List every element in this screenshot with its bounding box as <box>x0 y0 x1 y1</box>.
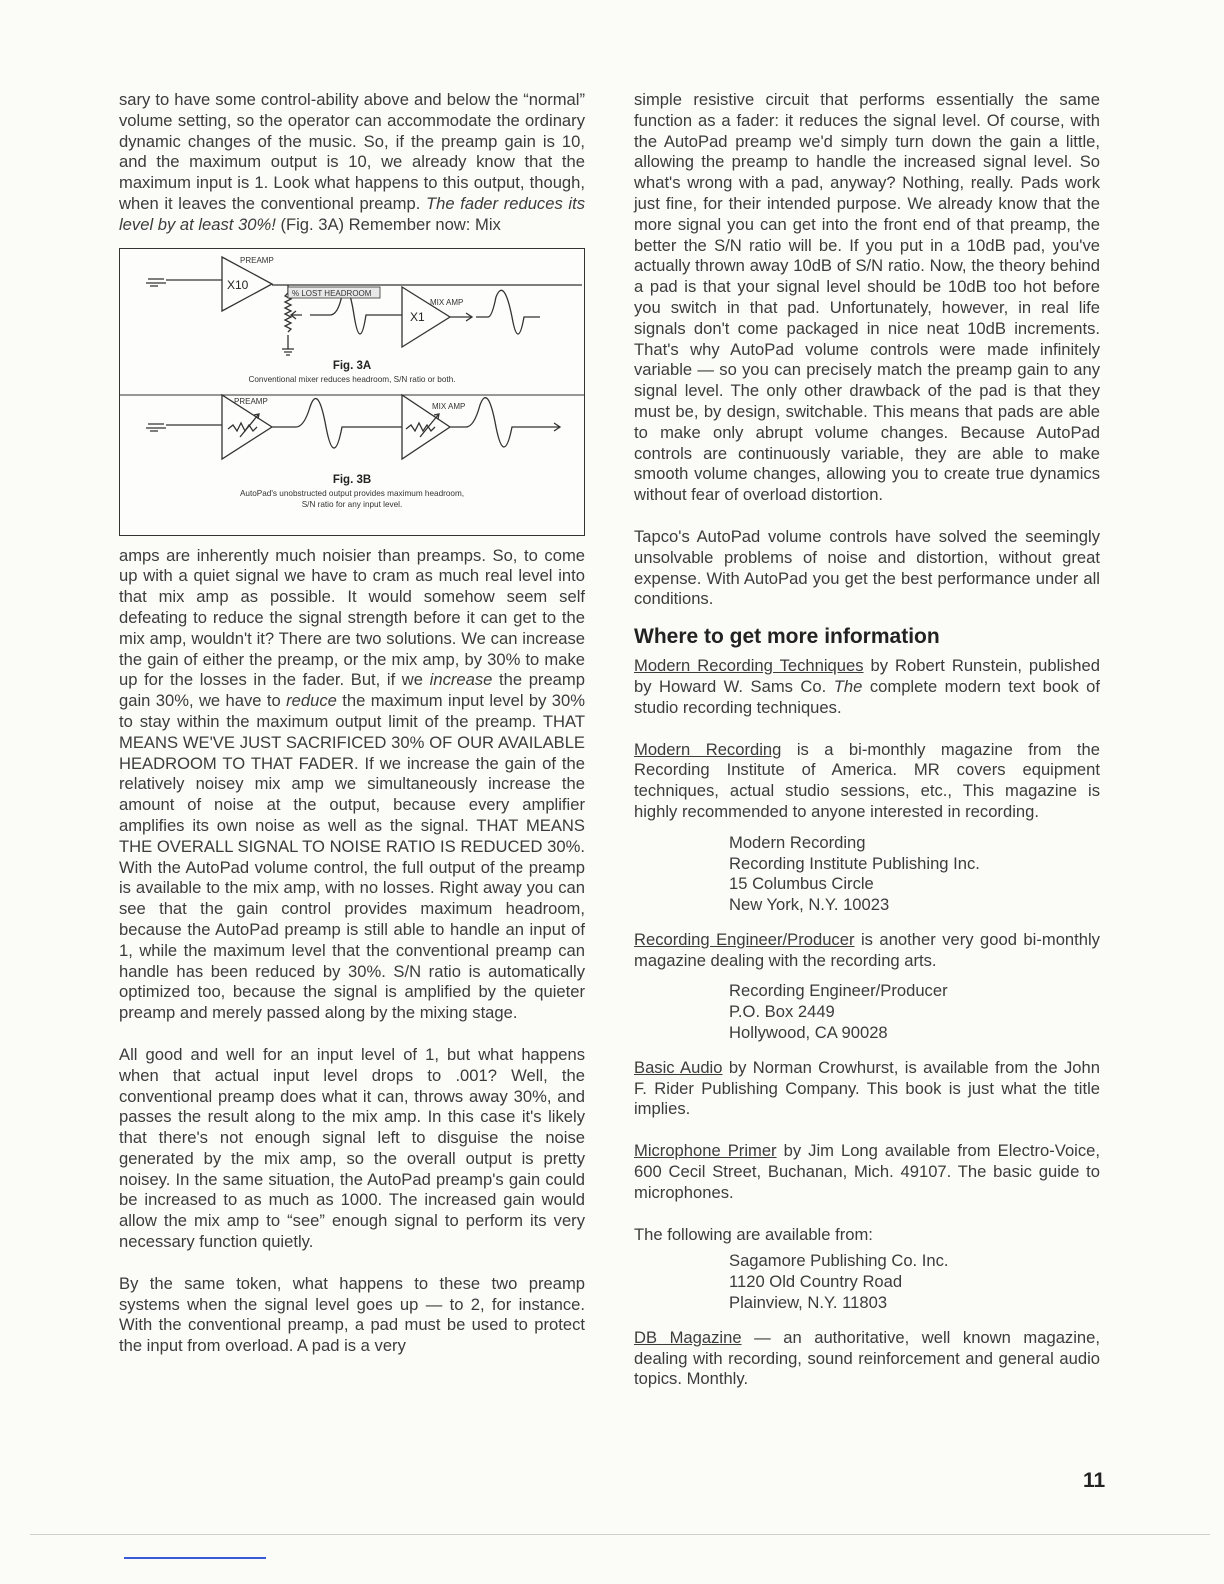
fader-resistor <box>285 293 291 332</box>
lost-headroom-label: % LOST HEADROOM <box>292 288 372 298</box>
amplifier-diagram <box>120 249 584 535</box>
paragraph: All good and well for an input level of 1, but what happens when that actual input level drops to .001? Well, the conventional preamp does what it can, throws away 30%, and passes the result along to the mix amp. In this case it's likely that there's not enough signal left to disguise the noise generated by the mix amp, so the overall output is pretty noisey. In the same situation, the AutoPad preamp's gain could be increased to as much as 1000. The increased gain would allow the mix amp to “see” enough signal to perform its very necessary function quietly. <box>119 1044 585 1252</box>
fig3a-title: Fig. 3A <box>332 359 372 372</box>
paragraph: simple resistive circuit that performs essentially the same function as a fader: it reduces the signal level. Of course, with the AutoPad preamp we'd simply turn down the gain a little, allowing the preamp to handle the increased signal level. So what's wrong with a pad, anyway? Nothing, really. Pads work just fine, for their intended purpose. We already know that the more signal you can get into the front end of that preamp, the better the S/N ratio will be. If you put in a 10dB pad, you've actually thrown away 10dB of S/N ratio. Now, the theory behind a pad is that your signal level should be 10dB too hot before you switch in that pad. Unfortunately, however, in real life signals don't come packaged in nice neat 10dB increments. That's why AutoPad volume controls were made infinitely variable — so you can precisely match the preamp gain to any signal level. The only other drawback of the pad is that they must be, by design, switchable. This means that pads are able to make only abrupt volume changes. Because AutoPad controls are continuously variable, they are able to make smooth volume changes, allowing you to create true dynamics without fear of overload distortion. <box>634 90 1100 505</box>
reference-title: Basic Audio <box>634 1057 723 1077</box>
right-column <box>634 90 1100 1390</box>
reference-entry: Basic Audio by Norman Crowhurst, is available from the John F. Rider Publishing Company. This book is just what the title implies. <box>634 1057 1100 1119</box>
left-column <box>119 90 585 1357</box>
address-block: Recording Engineer/Producer P.O. Box 2449 Hollywood, CA 90028 <box>729 981 948 1043</box>
figure-3 <box>119 248 585 536</box>
mix-amp-label-a: MIX AMP <box>430 297 464 307</box>
input-symbol-a <box>146 279 166 286</box>
sine-wave-b2 <box>450 397 560 446</box>
reference-entry: Microphone Primer by Jim Long available from Electro-Voice, 600 Cecil Street, Buchanan, Mich. 49107. The basic guide to microphones. <box>634 1141 1100 1202</box>
page-number: 11 <box>1083 1469 1106 1492</box>
paragraph: sary to have some control-ability above and below the “normal” volume setting, so the operator can accommodate the ordinary dynamic changes of the music. So, if the preamp gain is 10, and the maximum output is 10, we already know that the maximum input is 1. Look what happens to this output, though, when it leaves the conventional preamp. The fader reduces its level by at least 30%! (Fig. 3A) Remember now: Mix <box>119 90 585 234</box>
blue-underline-mark <box>124 1557 266 1559</box>
address-block: Modern Recording Recording Institute Publishing Inc. 15 Columbus Circle New York, N.Y. 10023 <box>729 832 980 915</box>
sine-wave-a2 <box>476 290 540 334</box>
reference-entry: Recording Engineer/Producer is another very good bi-monthly magazine dealing with the recording arts. <box>634 929 1100 970</box>
reference-entry: Modern Recording Techniques by Robert Runstein, published by Howard W. Sams Co. The complete modern text book of studio recording techniques. <box>634 656 1100 717</box>
paragraph: amps are inherently much noisier than preamps. So, to come up with a quiet signal we have to cram as much real level into that mix amp as possible. It would somehow seem self defeating to reduce the signal strength before it can get to the mix amp, wouldn't it? There are two solutions. We can increase the gain of either the preamp, or the mix amp, by 30% to make up for the losses in the fader. But, if we increase the preamp gain 30%, we have to reduce the maximum input level by 30% to stay within the maximum output limit of the preamp. THAT MEANS WE'VE JUST SACRIFICED 30% OF OUR AVAILABLE HEADROOM TO THAT FADER. If we increase the gain of the relatively noisey mix amp we simultaneously increase the amount of noise at the output, because every amplifier amplifies its own noise as well as the signal. THAT MEANS THE OVERALL SIGNAL TO NOISE RATIO IS REDUCED 30%. With the AutoPad volume control, the full output of the preamp is available to the mix amp, with no losses. Right away you can see that the gain control provides maximum headroom, because the AutoPad preamp is still able to handle an input of 1, while the maximum level that the conventional preamp can handle has been reduced by 30%. S/N ratio is automatically optimized too, because the signal is amplified by the quieter preamp and merely passed along by the mixing stage. <box>119 545 585 1023</box>
sine-wave-b1 <box>272 398 402 447</box>
address-block: Sagamore Publishing Co. Inc. 1120 Old Country Road Plainview, N.Y. 11803 <box>729 1251 949 1313</box>
paragraph: By the same token, what happens to these two preamp systems when the signal level goes up — to 2, for instance. With the conventional preamp, a pad must be used to protect the input from overload. A pad is a very <box>119 1273 585 1356</box>
paragraph: Tapco's AutoPad volume controls have solved the seemingly unsolvable problems of noise and distortion, without great expense. With AutoPad you get the best performance under all conditions. <box>634 526 1100 609</box>
mix-amp-label-b: MIX AMP <box>432 401 466 411</box>
reference-entry: Modern Recording is a bi-monthly magazine from the Recording Institute of America. MR covers equipment techniques, actual studio sessions, etc., This magazine is highly recommended to anyone interested in recording. <box>634 739 1100 821</box>
fig3a-caption: Conventional mixer reduces headroom, S/N ratio or both. <box>248 374 456 384</box>
gain-x10-label: X10 <box>227 277 249 292</box>
fig3b-caption-line2: S/N ratio for any input level. <box>301 499 403 509</box>
reference-title: Microphone Primer <box>634 1141 777 1161</box>
reference-title: DB Magazine <box>634 1327 742 1347</box>
page-bottom-rule <box>30 1534 1210 1535</box>
fig3b-caption-line1: AutoPad's unobstructed output provides maximum headroom, <box>239 488 465 498</box>
preamp-label-b: PREAMP <box>234 396 268 406</box>
reference-title: Modern Recording <box>634 739 782 759</box>
gain-x1-label: X1 <box>410 309 425 324</box>
available-from-line: The following are available from: <box>634 1224 873 1244</box>
fig3b-title: Fig. 3B <box>332 473 372 486</box>
reference-title: Modern Recording Techniques <box>634 656 864 676</box>
reference-entry: DB Magazine — an authoritative, well known magazine, dealing with recording, sound reinforcement and general audio topics. Monthly. <box>634 1327 1100 1389</box>
preamp-variable-resistor <box>228 423 257 431</box>
reference-title: Recording Engineer/Producer <box>634 929 855 949</box>
section-heading: Where to get more information <box>634 625 940 649</box>
preamp-label-a: PREAMP <box>240 255 274 265</box>
input-symbol-b <box>146 424 166 431</box>
